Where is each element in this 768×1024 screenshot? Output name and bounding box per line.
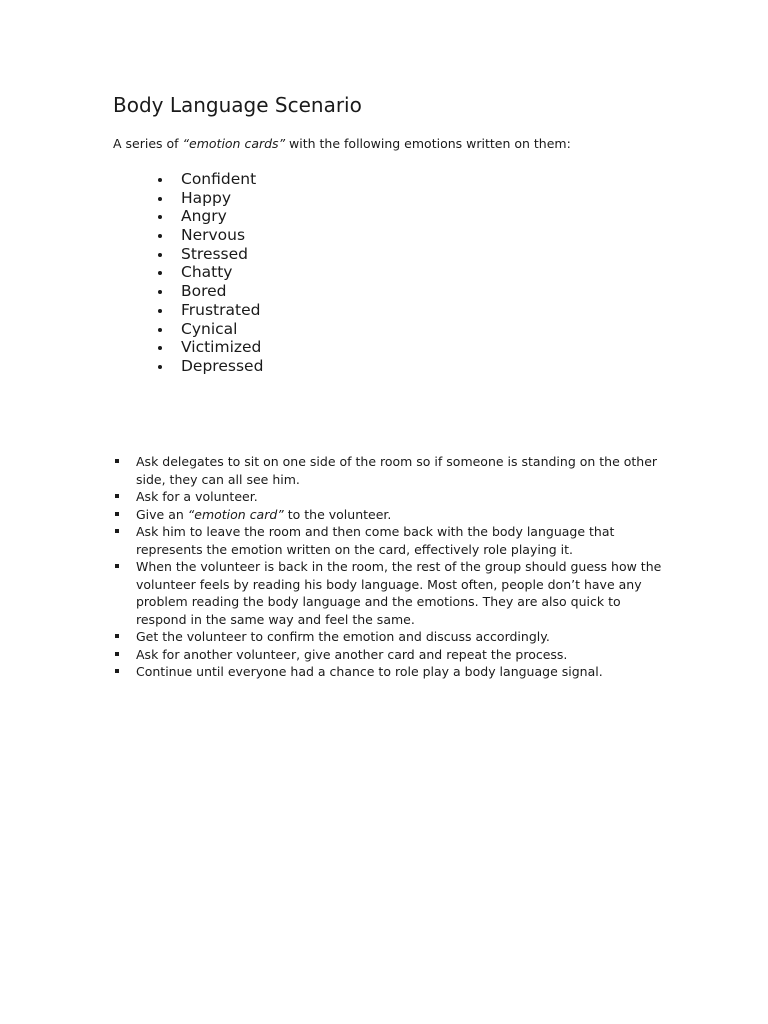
emotion-list xyxy=(152,170,263,376)
intro-emphasis: “emotion cards” xyxy=(182,136,286,151)
instruction-list xyxy=(113,453,673,681)
intro-paragraph xyxy=(113,135,571,153)
emotion-item: Stressed xyxy=(152,245,263,264)
emotion-item: Depressed xyxy=(152,357,263,376)
intro-text-end: with the following emotions written on them: xyxy=(285,136,571,151)
instruction-text-start: Give an xyxy=(136,506,188,522)
intro-text-start: A series of xyxy=(113,136,183,151)
instruction-item: Ask him to leave the room and then come back with the body language that represents the emotion written on the card, effectively role playing it. xyxy=(113,523,673,558)
emotion-item: Frustrated xyxy=(152,301,263,320)
emotion-item: Cynical xyxy=(152,320,263,339)
emotion-item: Confident xyxy=(152,170,263,189)
emotion-item: Chatty xyxy=(152,263,263,282)
instruction-item: Ask for another volunteer, give another card and repeat the process. xyxy=(113,646,673,664)
instruction-emphasis: “emotion card” xyxy=(187,506,284,522)
instruction-item: Ask for a volunteer. xyxy=(113,488,673,506)
instruction-text-end: to the volunteer. xyxy=(283,506,392,522)
emotion-item: Happy xyxy=(152,189,263,208)
instruction-item: When the volunteer is back in the room, the rest of the group should guess how the volunteer feels by reading his body language. Most often, people don’t have any problem reading the body language and the emotions. They are also quick to respond in the same way and feel the same. xyxy=(113,558,673,628)
emotion-item: Angry xyxy=(152,207,263,226)
instruction-item xyxy=(113,506,673,524)
emotion-item: Victimized xyxy=(152,338,263,357)
instruction-item: Get the volunteer to confirm the emotion and discuss accordingly. xyxy=(113,628,673,646)
emotion-item: Nervous xyxy=(152,226,263,245)
emotion-item: Bored xyxy=(152,282,263,301)
instruction-item: Continue until everyone had a chance to role play a body language signal. xyxy=(113,663,673,681)
document-title: Body Language Scenario xyxy=(113,93,362,117)
instruction-item: Ask delegates to sit on one side of the room so if someone is standing on the other side, they can all see him. xyxy=(113,453,673,488)
